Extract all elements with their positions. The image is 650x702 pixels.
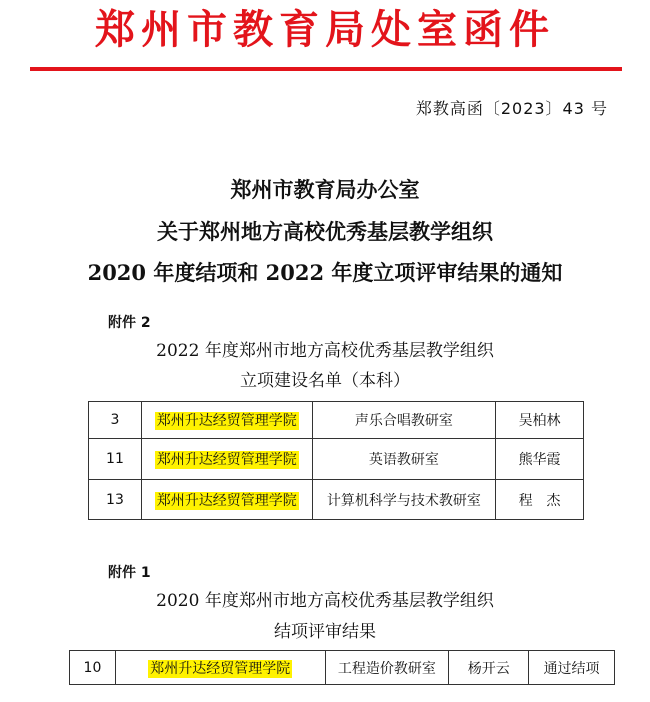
row-number: 10 [70, 651, 116, 685]
row-number: 11 [89, 439, 142, 480]
table-row [89, 402, 584, 439]
school-name: 郑州升达经贸管理学院 [150, 660, 291, 677]
school-cell [141, 402, 312, 439]
school-name: 郑州升达经贸管理学院 [156, 452, 297, 468]
school-cell [141, 439, 312, 480]
attachment-2-title-line-1: 2022 年度郑州市地方高校优秀基层教学组织 [156, 341, 494, 361]
row-number: 3 [89, 402, 142, 439]
person-name: 杨开云 [449, 651, 529, 685]
school-name: 郑州升达经贸管理学院 [156, 492, 297, 509]
org-name: 计算机科学与技术教研室 [312, 480, 496, 520]
person-name: 吴柏林 [496, 402, 584, 439]
attachment-1-title-line-1: 2020 年度郑州市地方高校优秀基层教学组织 [156, 591, 494, 611]
person-name: 熊华霞 [496, 439, 584, 480]
attachment-1-table [69, 650, 615, 685]
org-name: 声乐合唱教研室 [312, 402, 496, 439]
review-result: 通过结项 [529, 651, 615, 685]
row-number: 13 [89, 480, 142, 520]
attachment-2-label: 附件 2 [108, 315, 151, 331]
notice-title-line-1: 郑州市教育局办公室 [230, 177, 420, 202]
school-cell [115, 651, 325, 685]
attachment-1-label: 附件 1 [108, 565, 151, 581]
notice-title-line-3: 2020 年度结项和 2022 年度立项评审结果的通知 [87, 260, 563, 285]
notice-title-line-2: 关于郑州地方高校优秀基层教学组织 [157, 219, 493, 244]
attachment-2-title-line-2: 立项建设名单（本科） [240, 371, 410, 391]
letterhead-title: 郑州市教育局处室函件 [95, 6, 555, 53]
person-name: 程 杰 [496, 480, 584, 520]
attachment-1-title-line-2: 结项评审结果 [274, 622, 376, 642]
org-name: 英语教研室 [312, 439, 496, 480]
attachment-2-table [88, 401, 584, 520]
letterhead-red-rule [30, 67, 622, 71]
table-row [89, 480, 584, 520]
document-number: 郑教高函〔2023〕43 号 [415, 99, 608, 118]
school-cell [141, 480, 312, 520]
table-row [89, 439, 584, 480]
table-row [70, 651, 615, 685]
org-name: 工程造价教研室 [325, 651, 449, 685]
school-name: 郑州升达经贸管理学院 [156, 413, 297, 429]
